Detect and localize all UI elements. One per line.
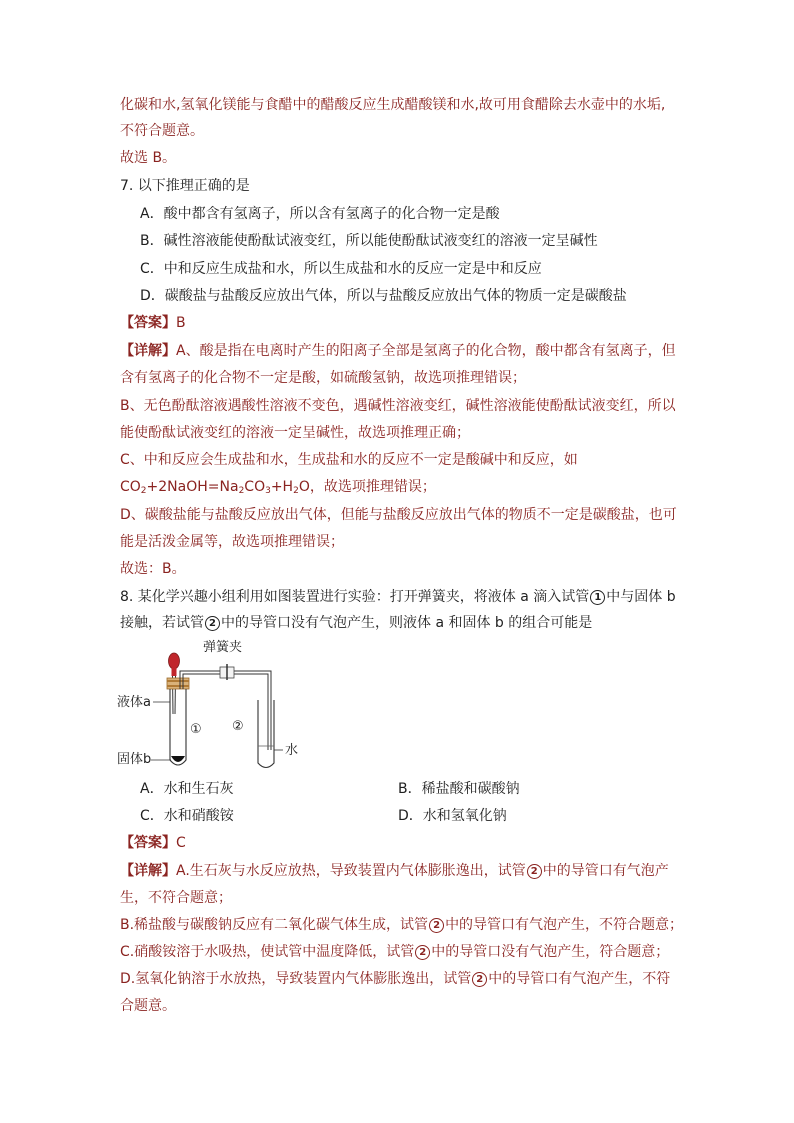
label-water: 水 xyxy=(285,743,299,758)
q7-detail-line-7: D、碳酸盐能与盐酸反应放出气体，但能与盐酸反应放出气体的物质不一定是碳酸盐，也可 xyxy=(120,507,677,523)
circle-number-2: 2 xyxy=(527,864,542,879)
q7-detail-line-3: B、无色酚酞溶液遇酸性溶液不变色，遇碱性溶液变红，碱性溶液能使酚酞试液变红，所以 xyxy=(120,398,676,414)
label-tube-1: ① xyxy=(190,722,202,737)
label-solid-b: 固体b xyxy=(117,752,152,767)
q8-stem-line-2: 接触，若试管 2 中的导管口没有气泡产生，则液体 a 和固体 b 的组合可能是 xyxy=(120,615,593,631)
prev-explanation-line-2: 不符合题意。 xyxy=(120,123,204,139)
label-tube-2: ② xyxy=(232,719,244,734)
detail-text: A、酸是指在电离时产生的阳离子全部是氢离子的化合物，酸中都含有氢离子，但 xyxy=(176,343,676,359)
q8-detail-line-1: 【详解】A.生石灰与水反应放热，导致装置内气体膨胀逸出，试管 2 中的导管口有气泡产 xyxy=(120,863,669,879)
q7-detail-line-5: C、中和反应会生成盐和水，生成盐和水的反应不一定是酸碱中和反应，如 xyxy=(120,452,578,468)
detail-tag: 【详解】 xyxy=(120,863,176,879)
answer-tag: 【答案】 xyxy=(120,835,176,851)
answer-tag: 【答案】 xyxy=(120,315,176,331)
q8-option-b: B．稀盐酸和碳酸钠 xyxy=(398,781,520,797)
q8-option-c: C．水和硝酸铵 xyxy=(140,808,234,824)
q7-detail-line-1 xyxy=(120,342,680,360)
q7-stem: 7. 以下推理正确的是 xyxy=(120,178,250,194)
dropper-neck xyxy=(172,668,177,676)
q8-detail-line-5: D.氢氧化钠溶于水放热，导致装置内气体膨胀逸出，试管 2 中的导管口有气泡产生，不符 xyxy=(120,971,671,987)
chemical-equation: $CO_2+2NaOH=Na_2CO_3+H_2O$ xyxy=(120,479,310,496)
q7-answer xyxy=(120,314,680,332)
q8-answer xyxy=(120,834,680,852)
circle-number-2: 2 xyxy=(415,945,430,960)
q8-detail-line-6: 合题意。 xyxy=(120,998,176,1014)
circle-number-2: 2 xyxy=(429,918,444,933)
delivery-tube xyxy=(180,671,271,750)
q7-option-d: D．碳酸盐与盐酸反应放出气体，所以与盐酸反应放出气体的物质一定是碳酸盐 xyxy=(140,288,627,304)
test-tube-2 xyxy=(258,700,274,768)
prev-choice: 故选 B。 xyxy=(120,150,177,166)
q8-option-d: D．水和氢氧化钠 xyxy=(398,808,507,824)
label-spring-clamp: 弹簧夹 xyxy=(203,640,243,655)
prev-explanation-line-1: 化碳和水,氢氧化镁能与食醋中的醋酸反应生成醋酸镁和水,故可用食醋除去水壶中的水垢, xyxy=(120,97,666,113)
q8-stem-line-1: 8. 某化学兴趣小组利用如图装置进行实验：打开弹簧夹，将液体 a 滴入试管 1 中与固体 b xyxy=(120,589,676,605)
q7-option-c: C．中和反应生成盐和水，所以生成盐和水的反应一定是中和反应 xyxy=(140,261,542,277)
q7-option-b: B．碱性溶液能使酚酞试液变红，所以能使酚酞试液变红的溶液一定呈碱性 xyxy=(140,233,598,249)
detail-tag: 【详解】 xyxy=(120,343,176,359)
answer-value: B xyxy=(176,315,186,331)
circle-number-2: 2 xyxy=(472,972,487,987)
q7-detail-line-4: 能使酚酞试液变红的溶液一定呈碱性，故选项推理正确； xyxy=(120,425,470,441)
q7-choice: 故选：B。 xyxy=(120,561,186,577)
circle-number-2: 2 xyxy=(205,616,220,631)
q7-detail-line-2: 含有氢离子的化合物不一定是酸，如硫酸氢钠，故选项推理错误； xyxy=(120,370,526,386)
answer-value: C xyxy=(176,835,186,851)
label-liquid-a: 液体a xyxy=(117,695,151,710)
q7-detail-line-8: 能是活泼金属等，故选项推理错误； xyxy=(120,534,344,550)
q8-detail-line-4: C.硝酸铵溶于水吸热，使试管中温度降低，试管 2 中的导管口没有气泡产生，符合题意； xyxy=(120,944,670,960)
stopper xyxy=(167,678,189,689)
dropper-bulb xyxy=(169,653,180,669)
q8-detail-line-3: B.稀盐酸与碳酸钠反应有二氧化碳气体生成，试管 2 中的导管口有气泡产生，不符合题意； xyxy=(120,917,684,933)
q7-detail-line-6: $CO_2+2NaOH=Na_2CO_3+H_2O$，故选项推理错误； xyxy=(120,479,436,496)
q8-option-a: A．水和生石灰 xyxy=(140,781,234,797)
q7-option-a: A．酸中都含有氢离子，所以含有氢离子的化合物一定是酸 xyxy=(140,206,500,222)
solid-b xyxy=(171,756,185,762)
q8-detail-line-2: 生，不符合题意； xyxy=(120,890,232,906)
circle-number-1: 1 xyxy=(590,590,605,605)
